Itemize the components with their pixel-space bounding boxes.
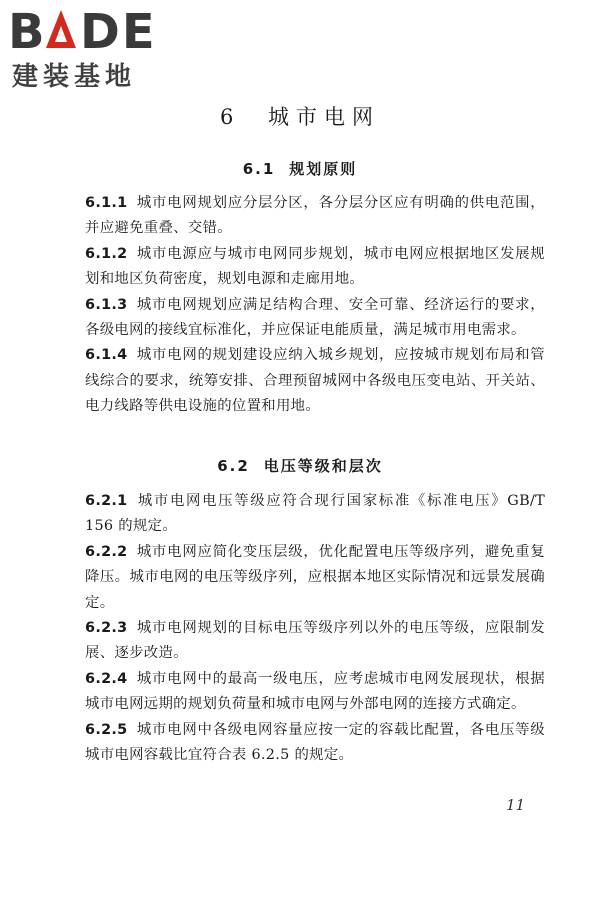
- clause-paragraph: [85, 343, 545, 419]
- clause-paragraph: [85, 191, 545, 242]
- clause-number: 6.2.2: [85, 543, 128, 560]
- bade-logo-mark: [8, 4, 178, 56]
- clause-paragraph: [85, 293, 545, 344]
- section-heading-6-1: [0, 158, 600, 179]
- clause-paragraph: [85, 667, 545, 718]
- section-1-body: [85, 191, 545, 420]
- clause-text: 城市电网规划应满足结构合理、安全可靠、经济运行的要求，各级电网的接线宜标准化，并应保证电能质量，满足城市用电需求。: [85, 296, 545, 339]
- clause-number: 6.1.2: [85, 245, 128, 262]
- page-number: 11: [506, 796, 526, 814]
- clause-text: 城市电网中各级电网容量应按一定的容载比配置，各电压等级城市电网容载比宜符合表 6.2.5 的规定。: [85, 721, 545, 764]
- svg-text:DE: DE: [80, 4, 157, 56]
- clause-paragraph: [85, 489, 545, 540]
- clause-paragraph: [85, 242, 545, 293]
- clause-number: 6.1.4: [85, 347, 128, 364]
- clause-text: 城市电源应与城市电网同步规划，城市电网应根据地区发展规划和地区负荷密度，规划电源和走廊用地。: [85, 245, 545, 288]
- svg-text:B: B: [8, 4, 47, 56]
- section-heading-6-2: [0, 455, 600, 476]
- clause-paragraph: [85, 616, 545, 667]
- clause-text: 城市电网中的最高一级电压，应考虑城市电网发展现状，根据城市电网远期的规划负荷量和城市电网与外部电网的连接方式确定。: [85, 670, 545, 713]
- watermark-logo: [8, 4, 178, 90]
- chapter-title: [0, 101, 600, 131]
- clause-paragraph: [85, 540, 545, 616]
- section-2-body: [85, 489, 545, 768]
- clause-text: 城市电网的规划建设应纳入城乡规划，应按城市规划布局和管线综合的要求，统筹安排、合理预留城网中各级电压变电站、开关站、电力线路等供电设施的位置和用地。: [85, 347, 545, 415]
- section-number: 6.2: [217, 457, 250, 475]
- section-title: 规划原则: [289, 160, 358, 178]
- clause-number: 6.1.3: [85, 296, 128, 313]
- section-number: 6.1: [242, 160, 276, 178]
- chapter-number: 6: [219, 105, 241, 129]
- logo-subtitle: 建装基地: [12, 62, 137, 92]
- clause-number: 6.2.4: [85, 670, 128, 687]
- clause-number: 6.2.5: [85, 721, 128, 738]
- chapter-title-text: 城市电网: [268, 105, 381, 129]
- clause-text: 城市电网应简化变压层级，优化配置电压等级序列，避免重复降压。城市电网的电压等级序列，应根据本地区实际情况和远景发展确定。: [85, 543, 545, 611]
- clause-number: 6.1.1: [85, 195, 128, 211]
- clause-text: 城市电网电压等级应符合现行国家标准《标准电压》GB/T 156 的规定。: [85, 493, 545, 535]
- clause-number: 6.2.3: [85, 620, 128, 637]
- clause-paragraph: [85, 718, 545, 769]
- clause-text: 城市电网规划的目标电压等级序列以外的电压等级，应限制发展、逐步改造。: [85, 620, 545, 662]
- clause-text: 城市电网规划应分层分区，各分层分区应有明确的供电范围，并应避免重叠、交错。: [85, 195, 545, 237]
- clause-number: 6.2.1: [85, 493, 128, 509]
- section-title: 电压等级和层次: [263, 457, 383, 475]
